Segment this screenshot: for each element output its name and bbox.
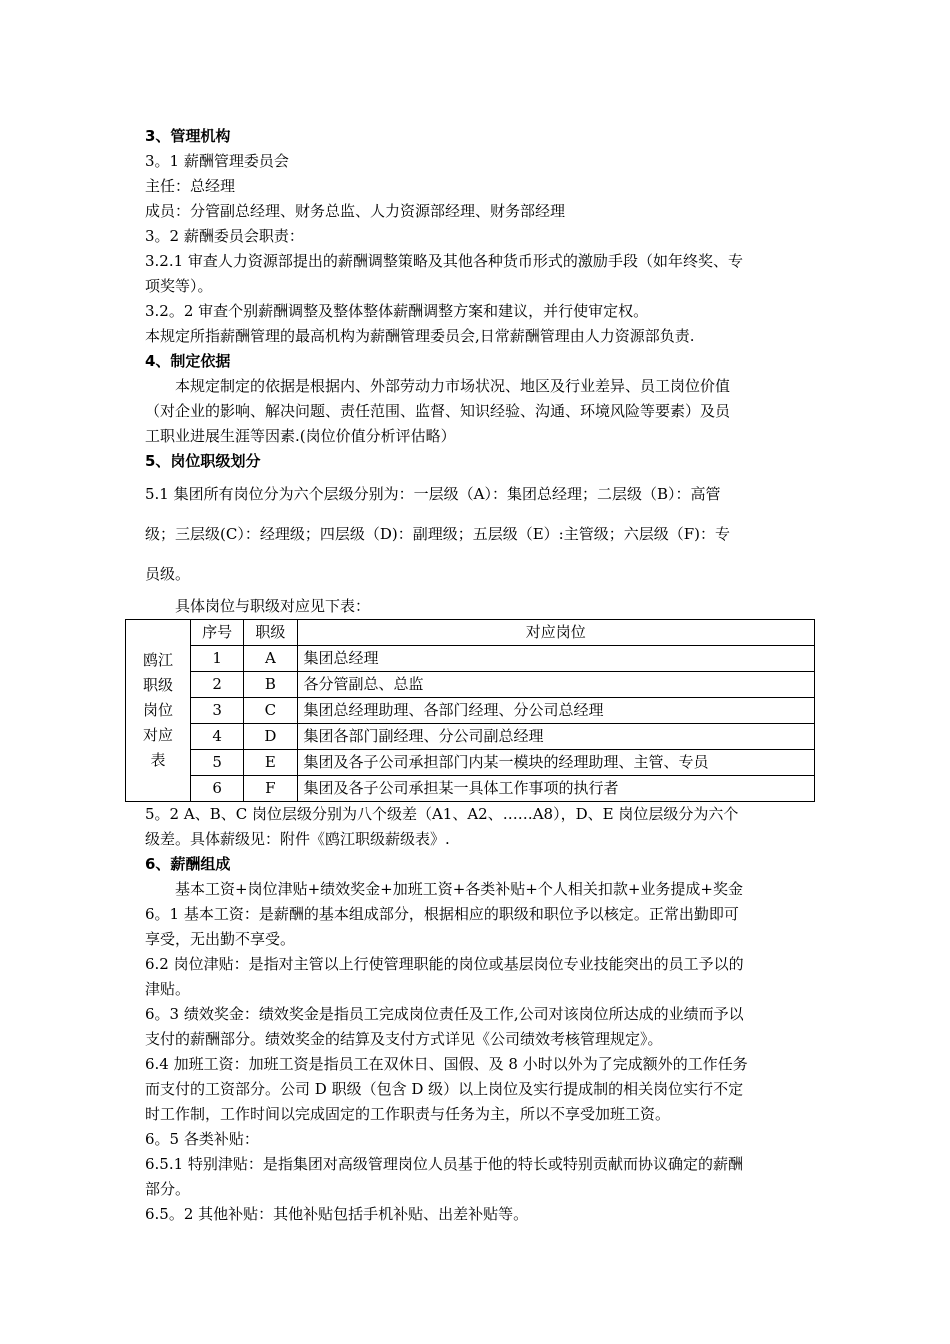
cell-seq: 6 xyxy=(191,776,244,802)
cell-position: 集团总经理 xyxy=(297,646,815,672)
cell-position: 集团各部门副经理、分公司副总经理 xyxy=(297,724,815,750)
table-intro: 具体岗位与职级对应见下表： xyxy=(175,597,371,615)
text-line: 支付的薪酬部分。绩效奖金的结算及支付方式详见《公司绩效考核管理规定》。 xyxy=(145,1030,663,1048)
text-line: 3.2.1 审查人力资源部提出的薪酬调整策略及其他各种货币形式的激励手段（如年终奖、专 xyxy=(145,252,743,270)
text-line: 而支付的工资部分。公司 D 职级（包含 D 级）以上岗位及实行提成制的相关岗位实行不定 xyxy=(145,1080,744,1098)
cell-grade: D xyxy=(244,724,297,750)
cell-seq: 1 xyxy=(191,646,244,672)
text-line: 本规定所指薪酬管理的最高机构为薪酬管理委员会,日常薪酬管理由人力资源部负责. xyxy=(145,327,695,345)
side-label-part: 职级 xyxy=(142,676,173,694)
text-line: 基本工资+岗位津贴+绩效奖金+加班工资+各类补贴+个人相关扣款+业务提成+奖金 xyxy=(175,880,743,898)
text-line: 享受，无出勤不享受。 xyxy=(145,930,296,948)
text-line: 6.2 岗位津贴：是指对主管以上行使管理职能的岗位或基层岗位专业技能突出的员工予以的 xyxy=(145,955,744,973)
cell-position: 集团总经理助理、各部门经理、分公司总经理 xyxy=(297,698,815,724)
side-label-part: 岗位 xyxy=(142,701,173,719)
header-seq: 序号 xyxy=(191,620,244,646)
side-label-part: 鸥江 xyxy=(142,651,173,669)
cell-position: 集团及各子公司承担某一具体工作事项的执行者 xyxy=(297,776,815,802)
section-3-to-5-text xyxy=(145,124,810,474)
table-row xyxy=(126,698,815,724)
section-heading: 5、岗位职级划分 xyxy=(145,452,261,470)
cell-grade: A xyxy=(244,646,297,672)
table-row xyxy=(126,776,815,802)
section-5-1-text xyxy=(145,474,810,594)
section-5-2-to-6-text xyxy=(145,802,810,1227)
text-line: 6。5 各类补贴： xyxy=(145,1130,259,1148)
text-line: 6。3 绩效奖金：绩效奖金是指员工完成岗位责任及工作,公司对该岗位所达成的业绩而予以 xyxy=(145,1005,744,1023)
text-line: 6.4 加班工资：加班工资是指员工在双休日、国假、及 8 小时以外为了完成额外的工作任务 xyxy=(145,1055,748,1073)
text-line: 工职业进展生涯等因素.(岗位价值分析评估略） xyxy=(145,427,456,445)
table-row xyxy=(126,672,815,698)
text-line: （对企业的影响、解决问题、责任范围、监督、知识经验、沟通、环境风险等要素）及员 xyxy=(145,402,731,420)
header-grade: 职级 xyxy=(244,620,297,646)
section-heading: 6、薪酬组成 xyxy=(145,855,231,873)
table-row xyxy=(126,750,815,776)
text-line: 本规定制定的依据是根据内、外部劳动力市场状况、地区及行业差异、员工岗位价值 xyxy=(175,377,731,395)
cell-seq: 4 xyxy=(191,724,244,750)
table-side-label xyxy=(126,620,191,802)
grade-position-table xyxy=(125,619,815,802)
table-header-row xyxy=(126,620,815,646)
table-row xyxy=(126,646,815,672)
header-position: 对应岗位 xyxy=(297,620,815,646)
text-line: 时工作制，工作时间以完成固定的工作职责与任务为主，所以不享受加班工资。 xyxy=(145,1105,671,1123)
text-line: 3。1 薪酬管理委员会 xyxy=(145,152,289,170)
text-line: 主任：总经理 xyxy=(145,177,236,195)
text-line: 项奖等）。 xyxy=(145,277,213,295)
cell-seq: 3 xyxy=(191,698,244,724)
text-line: 级；三层级(C）：经理级；四层级（D)：副理级；五层级（E）:主管级；六层级（F)：专 xyxy=(145,525,730,543)
text-line: 5.1 集团所有岗位分为六个层级分别为：一层级（A）：集团总经理；二层级（B）：高管 xyxy=(145,485,721,503)
text-line: 级差。具体薪级见：附件《鸥江职级薪级表》. xyxy=(145,830,450,848)
text-line: 6。1 基本工资：是薪酬的基本组成部分，根据相应的职级和职位予以核定。正常出勤即可 xyxy=(145,905,739,923)
text-line: 成员：分管副总经理、财务总监、人力资源部经理、财务部经理 xyxy=(145,202,566,220)
text-line: 3.2。2 审查个别薪酬调整及整体整体薪酬调整方案和建议，并行使审定权。 xyxy=(145,302,649,320)
cell-grade: E xyxy=(244,750,297,776)
text-line: 3。2 薪酬委员会职责： xyxy=(145,227,304,245)
text-line: 5。2 A、B、C 岗位层级分别为八个级差（A1、A2、……A8），D、E 岗位层级分为六个 xyxy=(145,805,739,823)
table-row xyxy=(126,724,815,750)
cell-seq: 5 xyxy=(191,750,244,776)
text-line: 员级。 xyxy=(145,565,191,583)
cell-position: 集团及各子公司承担部门内某一模块的经理助理、主管、专员 xyxy=(297,750,815,776)
text-line: 6.5.1 特别津贴：是指集团对高级管理岗位人员基于他的特长或特别贡献而协议确定的薪酬 xyxy=(145,1155,743,1173)
section-heading: 4、制定依据 xyxy=(145,352,231,370)
cell-seq: 2 xyxy=(191,672,244,698)
text-line: 部分。 xyxy=(145,1180,191,1198)
text-line: 津贴。 xyxy=(145,980,191,998)
text-line: 6.5。2 其他补贴：其他补贴包括手机补贴、出差补贴等。 xyxy=(145,1205,529,1223)
side-label-part: 对应 xyxy=(142,726,173,744)
cell-grade: B xyxy=(244,672,297,698)
side-label-part: 表 xyxy=(150,751,166,769)
cell-position: 各分管副总、总监 xyxy=(297,672,815,698)
section-heading: 3、管理机构 xyxy=(145,127,231,145)
cell-grade: C xyxy=(244,698,297,724)
document-page xyxy=(142,124,810,1227)
cell-grade: F xyxy=(244,776,297,802)
